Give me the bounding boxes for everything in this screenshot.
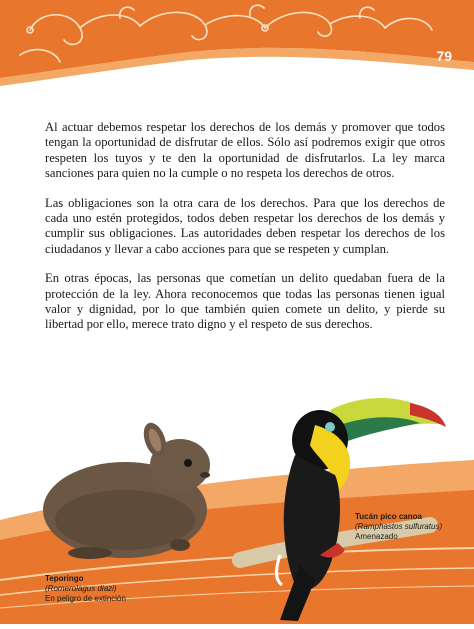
- caption-status: Amenazado: [355, 532, 398, 541]
- header-ornament: [0, 0, 474, 90]
- rabbit-illustration: [30, 415, 230, 565]
- caption-scientific: (Romerolagus diazi): [45, 584, 117, 593]
- paragraph: En otras épocas, las personas que cometían un delito quedaban fuera de la protección de la ley. Ahora reconocemos que todas las personas tienen igual valor y dignidad, por lo que también quien comete un delito, y pierde su libertad por ello, merece trato digno y el respeto de sus derechos.: [45, 271, 445, 332]
- header-banner: [0, 0, 474, 90]
- toucan-illustration: [220, 385, 460, 625]
- caption-name: Teporingo: [45, 574, 84, 583]
- caption-scientific: (Ramphastos sulfuratus): [355, 522, 443, 531]
- rabbit-caption: [45, 574, 126, 604]
- caption-name: Tucán pico canoa: [355, 512, 422, 521]
- paragraph: Las obligaciones son la otra cara de los derechos. Para que los derechos de cada uno estén protegidos, todos deben respetar los derechos de los demás y cumplir sus obligaciones. Las autoridades deben respetar los derechos de los ciudadanos y llevar a cabo acciones para que se respeten y cumplan.: [45, 195, 445, 256]
- toucan-caption: [355, 512, 442, 542]
- body-text: [45, 120, 445, 347]
- caption-status: En peligro de extinción: [45, 594, 126, 603]
- paragraph: Al actuar debemos respetar los derechos de los demás y promover que todos tengan la oportunidad de disfrutar de ellos. Sólo así podremos exigir que otros respeten los tuyos y te den la oportunidad de disfrutarlos. La ley marca sanciones para quien no la cumple o no respeta los derechos de otros.: [45, 120, 445, 181]
- page-number: 79: [436, 48, 452, 64]
